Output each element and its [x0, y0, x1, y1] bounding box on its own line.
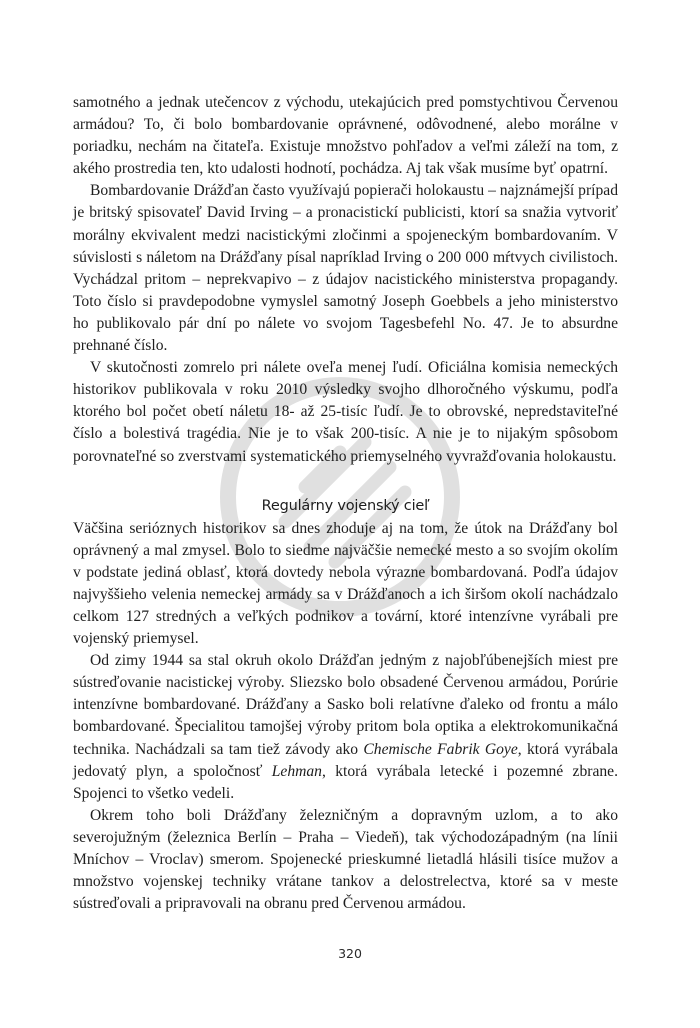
paragraph-1: samotného a jednak utečencov z východu, utekajúcich pred pomstychtivou Červenou armádou? To, či bolo bombardovanie oprávnené, odôvodnené, alebo morálne v poriadku, nechám na čitateľa. Existuje množstvo pohľadov a veľmi záleží na tom, z akého prostredia ten, kto udalosti hodnotí, pochádza. Aj tak však musíme byť opatrní.	[73, 94, 618, 178]
paragraph-5-text-a: Od zimy 1944 sa stal okruh okolo Drážďan jedným z najobľúbenejších miest pre sústreďovanie nacistickej výroby. Sliezsko bolo obsadené Červenou armádou, Porúrie intenzívne bombardované. Drážďany a Sasko boli relatívne ďaleko od frontu a málo bombardované. Špecialitou tamojšej výroby pritom bola optika a elektrokomunikačná technika. Nachádzali sa tam tiež závody ako	[73, 652, 618, 758]
paragraph-5	[73, 650, 618, 805]
page-number: 320	[338, 946, 362, 961]
paragraph-2: Bombardovanie Drážďan často využívajú popierači holokaustu – najznámejší prípad je britský spisovateľ David Irving – a pronacistickí publicisti, ktorí sa snažia vytvoriť morálny ekvivalent medzi nacistickými zločinmi a spojeneckým bombardovaním. V súvislosti s náletom na Drážďany písal napríklad Irving o 200 000 mŕtvych civilistoch. Vychádzal pritom – neprekvapivo – z údajov nacistického ministerstva propagandy. Toto číslo si pravdepodobne vymyslel samotný Joseph Goebbels a jeho ministerstvo ho publikovalo pár dní po nálete vo svojom Tagesbefehl No. 47. Je to absurdne prehnané číslo.	[73, 182, 618, 355]
paragraph-5-text-c: , ktorá vyrábala letecké i pozemné zbrane. Spojenci to všetko vedeli.	[73, 762, 618, 802]
paragraph-6: Okrem toho boli Drážďany železničným a dopravným uzlom, a to ako severojužným (železnica Berlín – Praha – Viedeň), tak východozápadným (na línii Mníchov – Vroclav) smerom. Spojenecké prieskumné lietadlá hlásili tisíce mužov a množstvo vojenskej techniky vrátane tankov a delostrelectva, ktoré sa v meste sústreďovali a pripravovali na obranu pred Červenou armádou.	[73, 806, 618, 913]
company-name-lehman: Lehman	[271, 762, 322, 780]
section-heading: Regulárny vojenský cieľ	[261, 497, 430, 514]
paragraph-3: V skutočnosti zomrelo pri nálete oveľa menej ľudí. Oficiálna komisia nemeckých historikov publikovala v roku 2010 výsledky svojho dlhoročného výskumu, podľa ktorého bol počet obetí náletu 18- až 25-tisíc ľudí. Je to obrovské, nepredstaviteľné číslo a bolestivá tragédia. Nie je to však 200-tisíc. A nie je to nijakým spôsobom porovnateľné so zverstvami systematického priemyselného vyvražďovania holokaustu.	[73, 359, 618, 465]
paragraph-5-text-b: , ktorá vyrábala jedovatý plyn, a spoločnosť	[73, 740, 619, 780]
page-body	[73, 92, 618, 915]
paragraph-4: Väčšina serióznych historikov sa dnes zhoduje aj na tom, že útok na Drážďany bol oprávnený a mal zmysel. Bolo to siedme najväčšie nemecké mesto a so svojím okolím v podstate jediná oblasť, ktorá dovtedy nebola výrazne bombardovaná. Podľa údajov najvyššieho velenia nemeckej armády sa v Drážďanoch a ich širšom okolí nachádzalo celkom 127 stredných a veľkých podnikov a tovární, ktoré intenzívne vyrábali pre vojenský priemysel.	[73, 519, 618, 648]
company-name-goye: Chemische Fabrik Goye	[363, 740, 518, 758]
